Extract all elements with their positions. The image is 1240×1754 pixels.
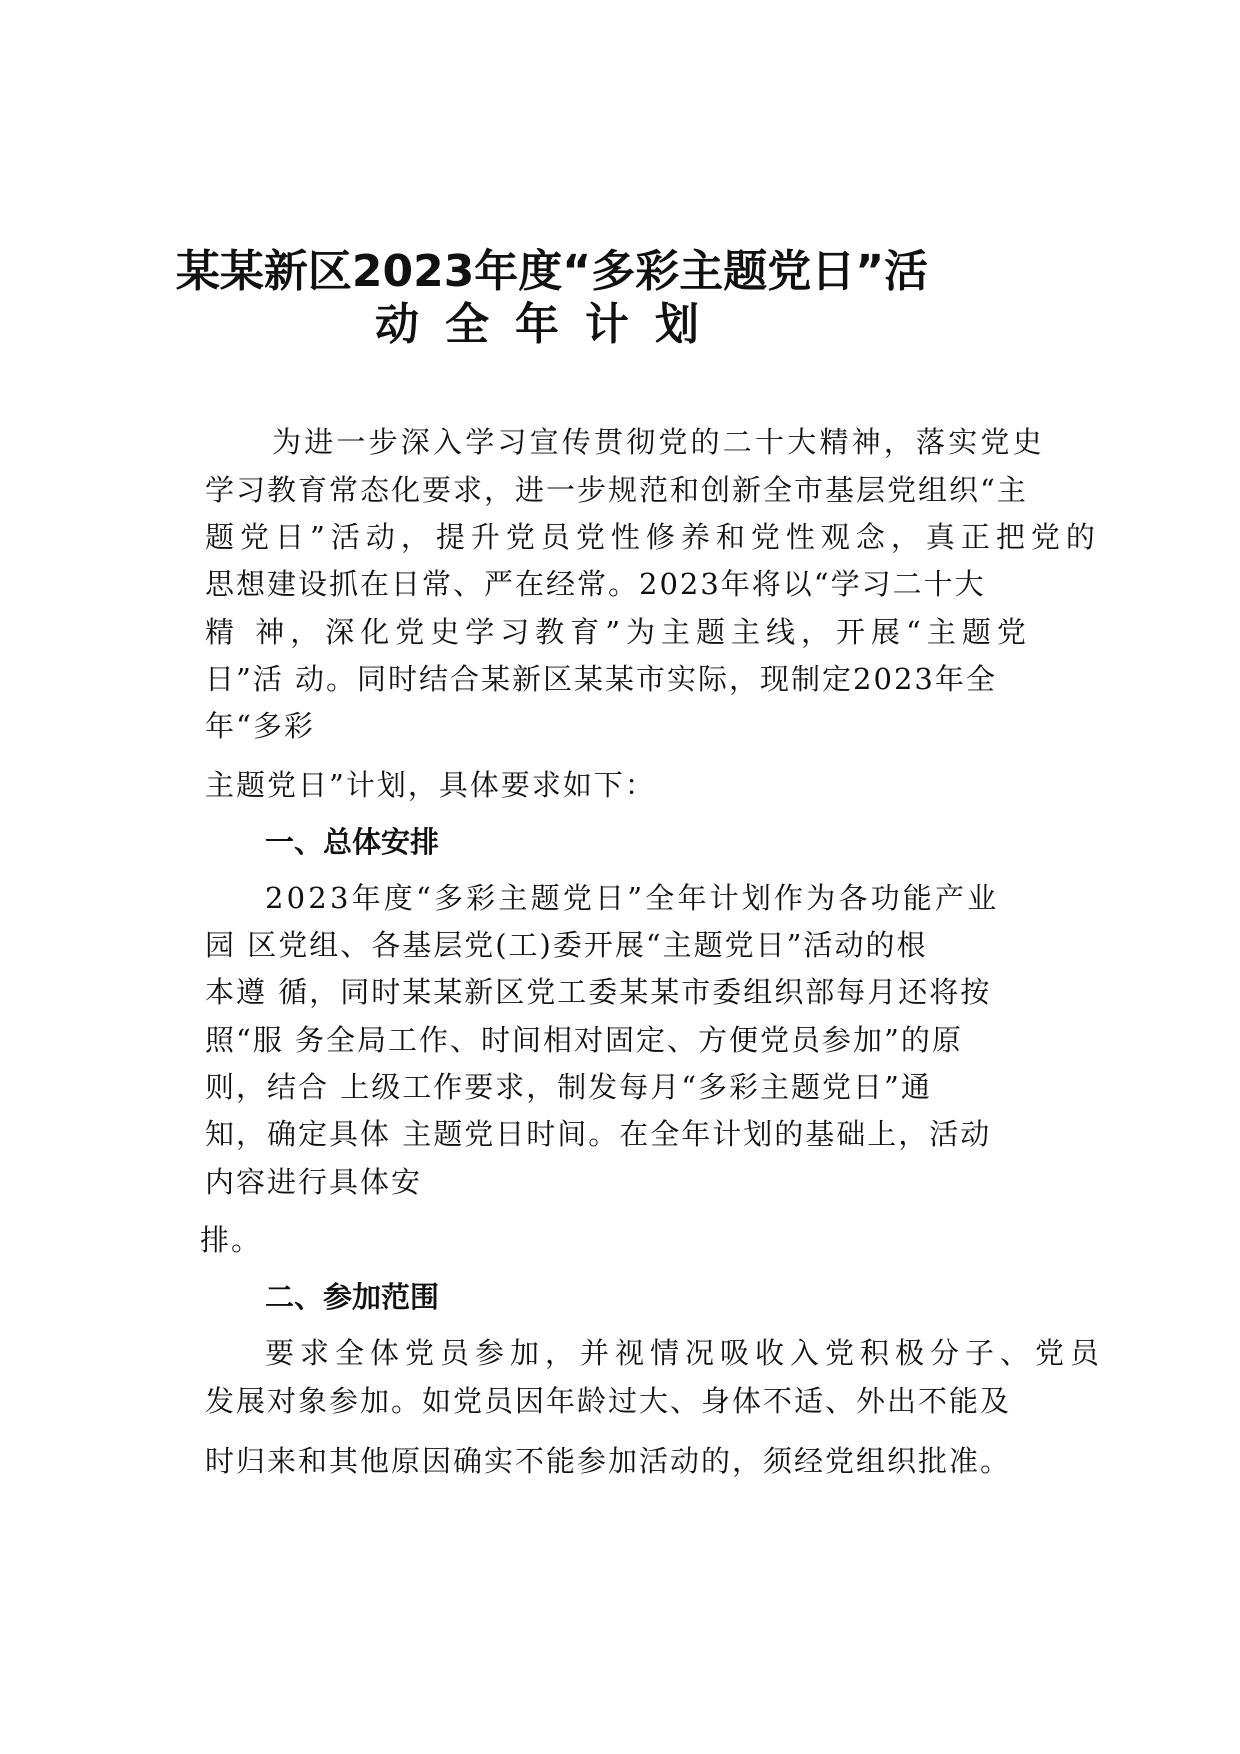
section-line: 园 区党组、各基层党(工)委开展“主题党日”活动的根 bbox=[205, 928, 928, 962]
section-line: 则，结合 上级工作要求，制发每月“多彩主题党日”通 bbox=[205, 1070, 932, 1104]
section-line: 2023年度“多彩主题党日”全年计划作为各功能产业 bbox=[265, 881, 1000, 915]
intro-line: 题党日”活动，提升党员党性修养和党性观念，真正把党的 bbox=[205, 520, 1101, 554]
section-line: 知，确定具体 主题党日时间。在全年计划的基础上，活动 bbox=[205, 1117, 992, 1151]
intro-line: 日”活 动。同时结合某新区某某市实际，现制定2023年全 bbox=[205, 662, 997, 696]
section-line: 时归来和其他原因确实不能参加活动的，须经党组织批准。 bbox=[205, 1444, 1012, 1478]
section-line: 发展对象参加。如党员因年龄过大、身体不适、外出不能及 bbox=[205, 1384, 1012, 1418]
intro-line: 为进一步深入学习宣传贯彻党的二十大精神，落实党史 bbox=[272, 425, 1045, 459]
section-line: 照“服 务全局工作、时间相对固定、方便党员参加”的原 bbox=[205, 1023, 963, 1057]
intro-line: 学习教育常态化要求，进一步规范和创新全市基层党组织“主 bbox=[205, 473, 1028, 507]
section-heading: 二、参加范围 bbox=[265, 1280, 440, 1314]
document-title-line-2: 动全年计划 bbox=[375, 299, 725, 350]
section-line: 本遵 循，同时某某新区党工委某某市委组织部每月还将按 bbox=[205, 975, 992, 1009]
intro-line: 精 神，深化党史学习教育”为主题主线，开展“主题党 bbox=[205, 615, 1032, 649]
intro-line: 主题党日”计划，具体要求如下： bbox=[205, 768, 656, 802]
section-line: 要求全体党员参加，并视情况吸收入党积极分子、党员 bbox=[265, 1336, 1106, 1370]
document-title-line-1: 某某新区2023年度“多彩主题党日”活 bbox=[175, 246, 929, 297]
section-heading: 一、总体安排 bbox=[265, 825, 440, 859]
intro-line: 思想建设抓在日常、严在经常。2023年将以“学习二十大 bbox=[205, 567, 986, 601]
intro-line: 年“多彩 bbox=[205, 709, 315, 743]
section-line: 内容进行具体安 bbox=[205, 1165, 423, 1199]
section-line: 排。 bbox=[200, 1223, 263, 1257]
